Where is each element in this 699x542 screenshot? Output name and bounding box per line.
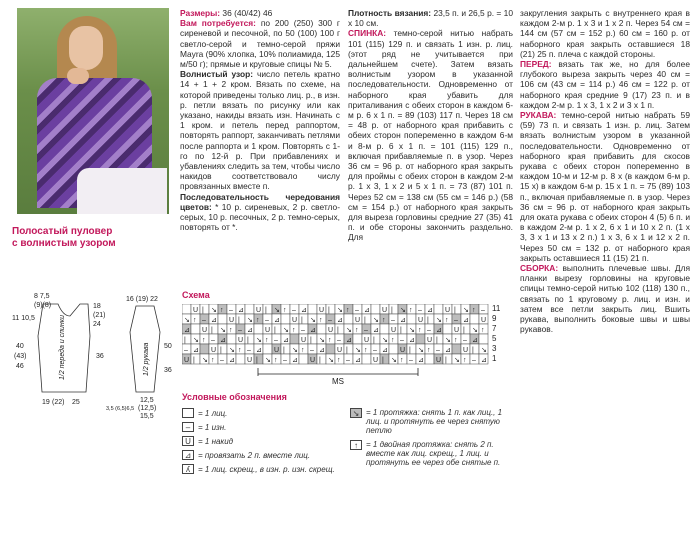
caption-line2: с волнистым узором [12, 238, 116, 249]
legend-text-6: = 1 двойная протяжка: снять 2 п. вместе как лиц. скрещ., 1 лиц. и протянуть ее через обе снятые п. [366, 440, 501, 467]
k2tog-symbol-icon: ⊿ [182, 450, 194, 460]
measure-bottom3: 25 [72, 399, 80, 406]
measure-21: (21) [93, 312, 106, 319]
chart-symbol: ⊿ [400, 317, 406, 324]
legend-yo [182, 436, 233, 446]
chart-symbol: ↘ [184, 317, 190, 324]
chart-symbol: | [445, 357, 447, 364]
sleeve-b2: (12,5) [138, 405, 157, 412]
chart-symbol: ↘ [391, 357, 397, 364]
chart-symbol: U [463, 347, 469, 354]
legend-knit [182, 408, 227, 418]
chart-symbol: – [427, 327, 431, 334]
chart-symbol: – [418, 307, 422, 314]
chart-symbol: – [184, 347, 188, 354]
chart-symbol: ↑ [427, 347, 431, 354]
chart-symbol: ↘ [265, 357, 271, 364]
chart-symbol: – [436, 347, 440, 354]
chart-symbol: | [346, 347, 348, 354]
chart-symbol: ⊿ [382, 347, 388, 354]
chart-symbol: U [328, 327, 334, 334]
chart-symbol: ⊿ [256, 347, 262, 354]
chart-symbol: ↑ [265, 337, 269, 344]
chart-symbol: U [265, 327, 271, 334]
chart-row-number: 5 [492, 334, 497, 343]
chart-cell [227, 334, 236, 344]
chart-symbol: ↑ [283, 307, 287, 314]
chart-symbol: ↘ [382, 337, 388, 344]
chart-symbol: | [184, 337, 186, 344]
front-text: вязать так же, но для более глубокого выреза закрыть через 40 см = 106 см (43 см = 114 р.) 46 см = 122 р. от наборного края средние 9 (17) 23 п. и в каждом 2-м р. 1 x 3, 1 x 2 и 3 x 1 п. [520, 59, 690, 110]
hand-shape [67, 68, 89, 84]
legend-text-1: = 1 изн. [198, 422, 227, 432]
caption [12, 226, 172, 250]
chart-cell [389, 344, 398, 354]
chart-symbol: ↘ [445, 337, 451, 344]
chart-symbol: ↘ [373, 317, 379, 324]
legend-twisted [182, 464, 335, 474]
chart-symbol: ↑ [355, 327, 359, 334]
chart-symbol: – [463, 337, 467, 344]
chart-symbol: U [211, 347, 217, 354]
chart-symbol: – [355, 307, 359, 314]
chart-symbol: ↘ [292, 347, 298, 354]
sleeve-50: 50 [164, 343, 172, 350]
chart-symbol: | [472, 347, 474, 354]
legend-purl [182, 422, 226, 432]
chart-symbol: ↑ [391, 337, 395, 344]
chart-symbol: ⊿ [211, 317, 217, 324]
assembly-text: выполнить плечевые швы. Для планки вырезу горловины на круговые спицы темно-серой нитью 102 (118) 130 п., связать по 1 круговому р. лиц. и изн. и затем все петли закрыть лиц. Вшить рукава, выполнить боковые швы и швы рукавов. [520, 263, 690, 335]
chart-symbol: | [193, 357, 195, 364]
chart-symbol: – [337, 337, 341, 344]
chart-symbol: ↘ [319, 337, 325, 344]
chart-symbol: ⊿ [238, 307, 244, 314]
materials-text: по 200 (250) 300 г сиреневой и песочной, по 50 (100) 100 г светло-серой и темно-серой пряжи Mayra (90% хлопка, 10% полиамида, 125 м/50 г); прямые и круговые спицы № 5. [180, 18, 340, 70]
chart-symbol: U [184, 357, 190, 364]
chart-symbol: ↑ [418, 327, 422, 334]
legend-text-3: = провязать 2 п. вместе лиц. [198, 450, 311, 460]
measure-46: 46 [16, 363, 24, 370]
chart-symbol: ⊿ [472, 337, 478, 344]
chart-symbol: ↑ [328, 337, 332, 344]
chart-row-number: 1 [492, 354, 497, 363]
chart-cell [191, 324, 200, 334]
chart-symbol: U [193, 307, 199, 314]
chart-symbol: ↑ [202, 337, 206, 344]
chart-symbol: ↑ [256, 317, 260, 324]
chart-symbol: ⊿ [220, 337, 226, 344]
chart-symbol: | [247, 337, 249, 344]
chart-symbol: | [463, 327, 465, 334]
chart-symbol: – [274, 337, 278, 344]
materials-label: Вам потребуется: [180, 18, 256, 29]
chart-symbol: – [247, 347, 251, 354]
chart-symbol: – [238, 327, 242, 334]
measure-40: 40 [16, 343, 24, 350]
legend-text-4: = 1 лиц. скрещ., в изн. р. изн. скрещ. [198, 464, 335, 474]
chart-symbol: ↑ [463, 357, 467, 364]
chart-symbol: ⊿ [355, 357, 361, 364]
chart-symbol: ⊿ [427, 307, 433, 314]
column-1 [180, 8, 340, 232]
chart-symbol: ↑ [454, 337, 458, 344]
chart-symbol: ↘ [193, 337, 199, 344]
chart-cell [254, 324, 263, 334]
sleeve-label: РУКАВА: [520, 110, 557, 121]
chart-cell [362, 354, 371, 364]
chart-symbol: ↑ [301, 347, 305, 354]
chart-symbol: | [454, 307, 456, 314]
chart-cell [299, 354, 308, 364]
chart-symbol: | [283, 347, 285, 354]
measure-36: 36 [96, 353, 104, 360]
chart-cell [353, 334, 362, 344]
measure-top-left3: 11 10,5 [12, 315, 35, 322]
column-3 [520, 8, 690, 335]
schema-title: Схема [182, 290, 210, 300]
front-side-label: 1/2 переда и спинки [59, 315, 66, 380]
measure-bottom2: (22) [52, 399, 65, 406]
sleeve-side: 3,5 (6,5)6,5 [106, 406, 135, 412]
chart-symbol: ⊿ [292, 357, 298, 364]
chart-symbol: U [445, 307, 451, 314]
chart-symbol: ↘ [481, 347, 487, 354]
legend-text-2: = 1 накид [198, 436, 234, 446]
sleeve-side-label: 1/2 рукава [143, 342, 150, 376]
seq-text: * 10 р. сиреневых, 2 р. светло-серых, 10 р. песочных, 2 р. темно-серых, повторять от *. [180, 201, 340, 233]
wave-label: Волнистый узор: [180, 69, 254, 80]
chart-symbol: ↑ [400, 357, 404, 364]
chart-symbol: U [436, 357, 442, 364]
chart-symbol: U [427, 337, 433, 344]
chart-symbol: ↑ [445, 317, 449, 324]
chart-symbol: U [364, 337, 370, 344]
legend-title: Условные обозначения [182, 392, 287, 402]
chart-symbol: – [310, 347, 314, 354]
chart-symbol: | [301, 317, 303, 324]
chart-symbol: – [220, 357, 224, 364]
chart-symbol: – [346, 357, 350, 364]
legend-double-skp [350, 440, 520, 467]
chart-symbol: ↘ [247, 317, 253, 324]
sleeve-top: 16 (19) 22 [126, 296, 158, 303]
measure-43: (43) [14, 353, 27, 360]
chart-symbol: ⊿ [409, 337, 415, 344]
chart-cell [245, 304, 254, 314]
chart-symbol: – [364, 327, 368, 334]
chart-symbol: ↘ [229, 347, 235, 354]
chart-symbol: ⊿ [373, 327, 379, 334]
chart-cell [434, 304, 443, 314]
chart-symbol: ↘ [202, 357, 208, 364]
continuation-text: закругления закрыть с внутреннего края в каждом 2-м р. 1 x 3 и 1 x 2 п. Через 54 см = 144 см (57 см = 152 р.) 60 см = 160 р. от наборного края закрыть оставшиеся 18 (21) 25 п. плеча с каждой стороны. [520, 8, 690, 59]
chart-cell [452, 344, 461, 354]
chart-symbol: ⊿ [346, 337, 352, 344]
chart-symbol: | [202, 307, 204, 314]
chart-symbol: – [328, 317, 332, 324]
chart-symbol: ↘ [409, 327, 415, 334]
chart-symbol: ⊿ [247, 327, 253, 334]
chart-row-number: 11 [492, 304, 501, 313]
chart-symbol: | [319, 357, 321, 364]
chart-symbol: ⊿ [481, 357, 487, 364]
chart-symbol: U [382, 307, 388, 314]
chart-cell [407, 314, 416, 324]
chart-symbol: ↑ [481, 327, 485, 334]
legend-k2tog [182, 450, 310, 460]
chart-symbol: U [355, 317, 361, 324]
chart-symbol: ⊿ [445, 347, 451, 354]
chart-symbol: ↘ [472, 327, 478, 334]
chart-cell [218, 314, 227, 324]
chart-row-number: 7 [492, 324, 497, 333]
chart-cell [263, 344, 272, 354]
chart-symbol: U [238, 337, 244, 344]
chart-symbol: ↘ [355, 347, 361, 354]
chart-cell [317, 324, 326, 334]
chart-symbol: ⊿ [418, 357, 424, 364]
chart-symbol: ↑ [337, 357, 341, 364]
chart-cell [344, 314, 353, 324]
chart-symbol: | [238, 317, 240, 324]
chart-symbol: ⊿ [319, 347, 325, 354]
chart-symbol: – [283, 357, 287, 364]
chart-symbol: ↑ [292, 327, 296, 334]
chart-symbol: ↘ [283, 327, 289, 334]
pattern-diagram [8, 292, 178, 422]
chart-symbol: | [265, 307, 267, 314]
back-text: темно-серой нитью набрать 101 (115) 129 п. и связать 1 изн. р. лиц. (этот ряд не учитывается при дальнейшем счете). Затем вязать волнистым узором в указанной последовательности. Одновременно от наборного края убавить для приталивания с обеих сторон в каждом 6-м р. 6 x 1 п. = 89 (103) 117 п. Через 18 см = 48 р. от наборного края прибавить с обеих сторон попеременно в каждом 6-м и 8-м р. 6 x 1 п. = 101 (115) 129 п., включая прибавляемые п. в узор. Через 36 см = 96 р. от наборного края закрыть для проймы с обеих сторон в каждом 2-м р. 1 x 3, 1 x 2 и 5 x 1 п. = 73 (87) 101 п. Через 52 см = 138 см (55 см = 146 р.) (58 см = 154 р.) от наборного края закрыть для выреза горловины средние 27 (35) 41 п. и обе стороны закончить раздельно. Для [348, 28, 513, 243]
sleeve-text: темно-серой нитью набрать 59 (59) 73 п. и связать 1 изн. р. лиц. Затем вязать волнистым узором в указанной последовательности. Одновременно от наборного края прибавить для скосов рукава с обеих сторон попеременно в каждом 10-м и 12-м р. 8 x (в каждом 6-м р. 15 x) в каждом 6-м р. 15 x 1 п. = 75 (89) 103 п., включая прибавляемые п. в узор. Через 36 см = 96 р. от наборного края закрыть для оката рукава с обеих сторон 4 (5) 6 п. и в каждом 2-м р. 1 x 2, 6 x 1 и 10 x 2 п. (1 x 3, 3 x 1 и 13 x 2 п.) 1 x 3, 6 x 1 и 12 x 2 п. Через 50 см = 132 р. от наборного края закрыть оставшиеся 11 (15) 21 п. [520, 110, 690, 263]
chart-symbol: | [337, 327, 339, 334]
chart-symbol: – [454, 317, 458, 324]
chart-symbol: U [481, 317, 487, 324]
chart-symbol: U [292, 317, 298, 324]
chart-symbol: ⊿ [301, 307, 307, 314]
chart-symbol: ↑ [364, 347, 368, 354]
chart-symbol: | [391, 307, 393, 314]
chart-symbol: U [373, 357, 379, 364]
chart-symbol: ⊿ [364, 307, 370, 314]
chart-symbol: U [202, 327, 208, 334]
chart-symbol: ↘ [346, 327, 352, 334]
chart-symbol: U [256, 307, 262, 314]
caption-line1: Полосатый пуловер [12, 226, 113, 237]
chart-symbol: ↘ [418, 347, 424, 354]
chart-row-number: 9 [492, 314, 497, 323]
chart-symbol: | [211, 327, 213, 334]
knit-symbol-icon [182, 408, 194, 418]
chart-symbol: ↑ [472, 307, 476, 314]
model-photo [17, 8, 169, 214]
chart-symbol: ↘ [400, 307, 406, 314]
chart-symbol: ↑ [238, 347, 242, 354]
column-2 [348, 8, 513, 243]
chart-symbol: ↘ [310, 317, 316, 324]
chart-symbol: U [247, 357, 253, 364]
chart-symbol: ↘ [328, 357, 334, 364]
chart-symbol: | [310, 337, 312, 344]
chart-symbol: ⊿ [337, 317, 343, 324]
front-label: ПЕРЕД: [520, 59, 552, 70]
chart-symbol: U [301, 337, 307, 344]
chart-symbol: – [472, 357, 476, 364]
sleeve-b1: 12,5 [140, 397, 154, 404]
chart-symbol: | [400, 327, 402, 334]
wave-text: число петель кратно 14 + 1 + 2 кром. Вязать по схеме, на которой приведены только лиц. р., в изн. р. петли вязать по рисунку или как указано, накиды вязать изн. Начинать с 1 кром. и петель перед раппортом, повторять раппорт, заканчивать петлями после раппорта и 1 кром. Повторять с 1-го по 12-й р. При прибавлениях и убавлениях следить за тем, чтобы число накидов соответствовало числу провязанных вместе п. [180, 69, 340, 192]
chart-symbol: ⊿ [193, 347, 199, 354]
measure-top-left2: (9)(8) [34, 302, 52, 309]
chart-symbol: ↘ [274, 307, 280, 314]
chart-cell [281, 314, 290, 324]
legend-text-5: = 1 протяжка: снять 1 п. как лиц., 1 лиц. и протянуть ее через снятую петлю [366, 408, 503, 435]
skp-symbol-icon: ↘ [350, 408, 362, 418]
chart-row-number: 3 [492, 344, 497, 353]
gauge-text: 23,5 п. и 26,5 р. = 10 x 10 см. [348, 8, 513, 29]
chart-symbol: – [265, 317, 269, 324]
chart-symbol: U [391, 327, 397, 334]
chart-cell [443, 324, 452, 334]
chart-symbol: – [400, 337, 404, 344]
chart-symbol: ↑ [229, 327, 233, 334]
chart-symbol: | [427, 317, 429, 324]
chart-cell [182, 304, 191, 314]
seq-label: Последовательность чередования цветов: [180, 191, 340, 212]
chart-symbol: ↑ [382, 317, 386, 324]
chart-symbol: ⊿ [229, 357, 235, 364]
chart-symbol: U [400, 347, 406, 354]
gauge-label: Плотность вязания: [348, 8, 432, 18]
chart-symbol: U [319, 307, 325, 314]
chart-symbol: ↑ [274, 357, 278, 364]
chart-symbol: – [202, 317, 206, 324]
chart-symbol: ↘ [211, 307, 217, 314]
twisted-symbol-icon: ʎ [182, 464, 194, 474]
stitch-chart [182, 304, 492, 388]
chart-symbol: U [310, 357, 316, 364]
chart-symbol: – [481, 307, 485, 314]
sleeve-b3: 15,5 [140, 413, 154, 420]
chart-cell [326, 344, 335, 354]
chart-symbol: | [256, 357, 258, 364]
sizes-label: Размеры: [180, 8, 221, 18]
chart-symbol: ↘ [454, 357, 460, 364]
chart-symbol: ⊿ [436, 327, 442, 334]
chart-symbol: ↑ [346, 307, 350, 314]
face-shape [69, 26, 103, 70]
sleeve-36: 36 [164, 367, 172, 374]
chart-symbol: ↑ [409, 307, 413, 314]
chart-symbol: ↑ [211, 357, 215, 364]
chart-cell [308, 304, 317, 314]
chart-symbol: | [382, 357, 384, 364]
chart-symbol: ↑ [319, 317, 323, 324]
chart-cell [416, 334, 425, 344]
chart-symbol: ⊿ [274, 317, 280, 324]
back-label: СПИНКА: [348, 28, 387, 39]
chart-symbol: | [373, 337, 375, 344]
chart-symbol: U [337, 347, 343, 354]
chart-symbol: ↘ [436, 317, 442, 324]
chart-symbol: – [373, 347, 377, 354]
chart-symbol: ↘ [463, 307, 469, 314]
chart-cell [425, 354, 434, 364]
chart-symbol: ↑ [193, 317, 197, 324]
chart-symbol: | [364, 317, 366, 324]
purl-symbol-icon: – [182, 422, 194, 432]
chart-cell [479, 334, 488, 344]
chart-symbol: | [274, 327, 276, 334]
chart-symbol: – [229, 307, 233, 314]
chart-cell [380, 324, 389, 334]
chart-symbol: ↘ [337, 307, 343, 314]
measure-bottom1: 19 [42, 399, 50, 406]
chart-symbol: U [229, 317, 235, 324]
measure-24: 24 [93, 321, 101, 328]
chart-symbol: | [220, 347, 222, 354]
chart-symbol: ↘ [220, 327, 226, 334]
chart-cell [371, 304, 380, 314]
chart-symbol: | [409, 347, 411, 354]
chart-symbol: ⊿ [283, 337, 289, 344]
chart-symbol: ⊿ [184, 327, 190, 334]
chart-symbol: – [292, 307, 296, 314]
chart-symbol: U [418, 317, 424, 324]
measure-top-left: 8 7,5 [34, 293, 50, 300]
chart-cell [470, 314, 479, 324]
chart-symbol: – [391, 317, 395, 324]
chart-symbol: ↑ [220, 307, 224, 314]
chart-symbol: – [409, 357, 413, 364]
assembly-label: СБОРКА: [520, 263, 559, 274]
ms-label: MS [332, 377, 344, 386]
sizes-value: 36 (40/42) 46 [220, 8, 273, 18]
white-skirt [77, 168, 167, 214]
chart-symbol: U [274, 347, 280, 354]
double-skp-symbol-icon: ↑ [350, 440, 362, 450]
chart-cell [236, 354, 245, 364]
chart-symbol: | [436, 337, 438, 344]
measure-18: 18 [93, 303, 101, 310]
chart-cell [200, 344, 209, 354]
chart-symbol: ↘ [256, 337, 262, 344]
legend-skp [350, 408, 520, 435]
legend-text-0: = 1 лиц. [198, 408, 228, 418]
chart-cell [290, 334, 299, 344]
chart-symbol: U [454, 327, 460, 334]
chart-symbol: – [211, 337, 215, 344]
chart-symbol: | [328, 307, 330, 314]
yarnover-symbol-icon: U [182, 436, 194, 446]
chart-symbol: – [301, 327, 305, 334]
chart-symbol: ⊿ [463, 317, 469, 324]
chart-symbol: ⊿ [310, 327, 316, 334]
